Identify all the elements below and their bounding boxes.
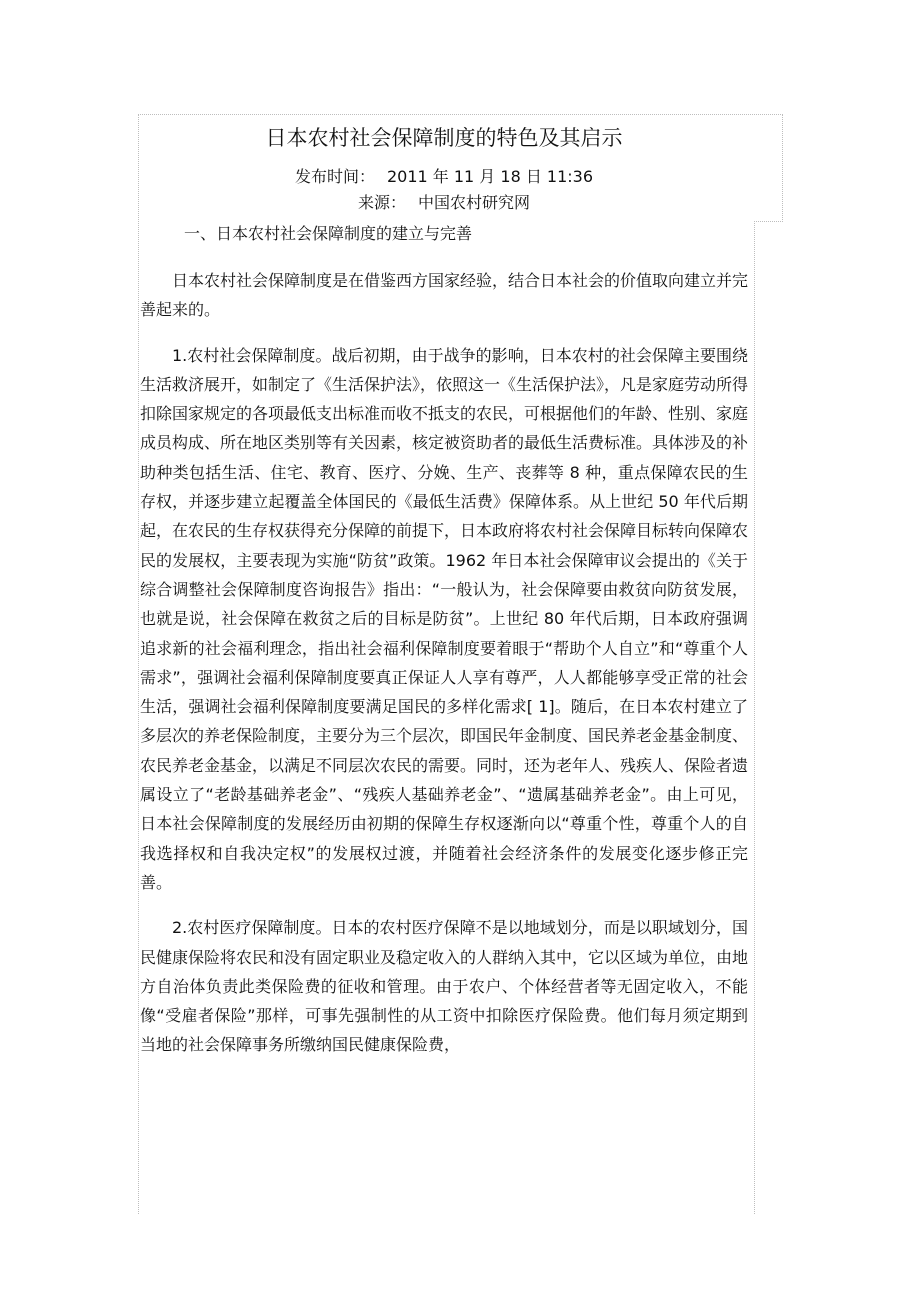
source-value: 中国农村研究网	[418, 193, 531, 212]
paragraph-rural-medical-security: 2.农村医疗保障制度。日本的农村医疗保障不是以地域划分，而是以职域划分，国民健康保险将农民和没有固定职业及稳定收入的人群纳入其中，它以区域为单位，由地方自治体负责此类保险费的征收和管理。由于农户、个体经营者等无固定收入，不能像“受雇者保险”那样，可事先强制性的从工资中扣除医疗保险费。他们每月须定期到当地的社会保障事务所缴纳国民健康保险费，	[140, 918, 749, 1055]
source-label: 来源：	[357, 193, 406, 212]
page-border-step	[754, 221, 783, 222]
document-page	[140, 120, 748, 1060]
page-border-right	[754, 221, 755, 1214]
source-line	[140, 190, 748, 216]
page-border-left	[138, 114, 139, 1214]
section-heading-1: 一、日本农村社会保障制度的建立与完善	[184, 224, 473, 243]
page-border-right-upper	[782, 114, 783, 222]
page-border-top	[138, 114, 783, 115]
paragraph-rural-social-security: 1.农村社会保障制度。战后初期，由于战争的影响，日本农村的社会保障主要围绕生活救济展开，如制定了《生活保护法》，依照这一《生活保护法》，凡是家庭劳动所得扣除国家规定的各项最低支出标准而收不抵支的农民，可根据他们的年龄、性别、家庭成员构成、所在地区类别等有关因素，核定被资助者的最低生活费标准。具体涉及的补助种类包括生活、住宅、教育、医疗、分娩、生产、丧葬等 8 种，重点保障农民的生存权，并逐步建立起覆盖全体国民的《最低生活费》保障体系。从上世纪 50 年代后期起，在农民的生存权获得充分保障的前提下，日本政府将农村社会保障目标转向保障农民的发展权，主要表现为实施“防贫”政策。1962 年日本社会保障审议会提出的《关于综合调整社会保障制度咨询报告》指出：“一般认为，社会保障要由救贫向防贫发展，也就是说，社会保障在救贫之后的目标是防贫”。上世纪 80 年代后期，日本政府强调追求新的社会福利理念，指出社会福利保障制度要着眼于“帮助个人自立”和“尊重个人需求”，强调社会福利保障制度要真正保证人人享有尊严，人人都能够享受正常的社会生活，强调社会福利保障制度要满足国民的多样化需求[ 1]。随后，在日本农村建立了多层次的养老保险制度，主要分为三个层次，即国民年金制度、国民养老金基金制度、农民养老金基金，以满足不同层次农民的需要。同时，还为老年人、残疾人、保险者遗属设立了“老龄基础养老金”、“残疾人基础养老金”、“遗属基础养老金”。由上可见，日本社会保障制度的发展经历由初期的保障生存权逐渐向以“尊重个性，尊重个人的自我选择权和自我决定权”的发展权过渡，并随着社会经济条件的发展变化逐步修正完善。	[140, 345, 749, 892]
publish-time-value: 2011 年 11 月 18 日 11:36	[386, 167, 594, 186]
document-title: 日本农村社会保障制度的特色及其启示	[265, 126, 623, 150]
publish-time	[140, 164, 748, 190]
publish-time-label: 发布时间：	[294, 167, 375, 186]
paragraph-intro: 日本农村社会保障制度是在借鉴西方国家经验，结合日本社会的价值取向建立并完善起来的。	[140, 271, 749, 320]
